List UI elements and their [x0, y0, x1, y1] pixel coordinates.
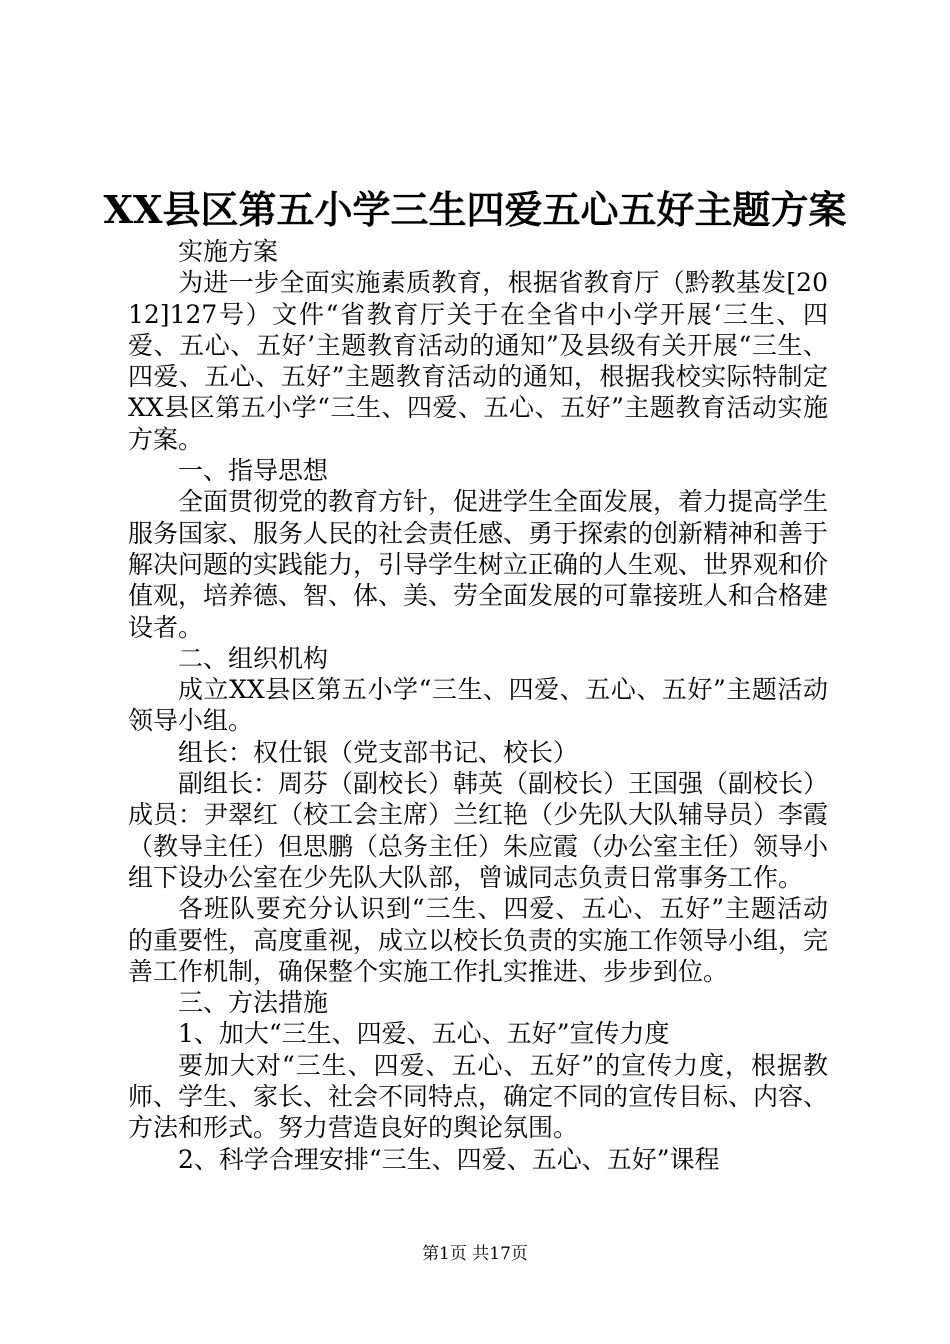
subsection-heading: 2、科学合理安排“三生、四爱、五心、五好”课程 [178, 1144, 720, 1174]
paragraph: 各班队要充分认识到“三生、四爱、五心、五好”主题活动的重要性，高度重视，成立以校长负责的实施工作领导小组，完善工作机制，确保整个实施工作扎实推进、步步到位。 [128, 894, 829, 986]
paragraph: 要加大对“三生、四爱、五心、五好”的宣传力度，根据教师、学生、家长、社会不同特点，确定不同的宣传目标、内容、方法和形式。努力营造良好的舆论氛围。 [128, 1050, 829, 1143]
subsection-heading: 1、加大“三生、四爱、五心、五好”宣传力度 [178, 1019, 670, 1049]
paragraph: 副组长：周芬（副校长）韩英（副校长）王国强（副校长）成员：尹翠红（校工会主席）兰红艳（少先队大队辅导员）李霞（教导主任）但思鹏（总务主任）朱应霞（办公室主任）领导小组下设办公室在少先队大队部，曾诚同志负责日常事务工作。 [128, 769, 829, 892]
document-body [128, 236, 828, 1175]
section-heading: 三、方法措施 [178, 988, 329, 1018]
paragraph: 为进一步全面实施素质教育，根据省教育厅（黔教基发[2012]127号）文件“省教育厅关于在全省中小学开展‘三生、四爱、五心、五好’主题教育活动的通知”及县级有关开展“三生、四爱、五心、五好”主题教育活动的通知，根据我校实际特制定XX县区第五小学“三生、四爱、五心、五好”主题教育活动实施方案。 [128, 268, 828, 454]
paragraph: 成立XX县区第五小学“三生、四爱、五心、五好”主题活动领导小组。 [128, 675, 828, 736]
page-indicator: 第1页 共17页 [422, 1244, 528, 1264]
paragraph: 全面贯彻党的教育方针，促进学生全面发展，着力提高学生服务国家、服务人民的社会责任感、勇于探索的创新精神和善于解决问题的实践能力，引导学生树立正确的人生观、世界观和价值观，培养德、智、体、美、劳全面发展的可靠接班人和合格建设者。 [128, 487, 829, 642]
paragraph: 组长：权仕银（党支部书记、校长） [178, 737, 579, 767]
document-title: XX县区第五小学三生四爱五心五好主题方案 [103, 187, 847, 232]
section-heading: 一、指导思想 [178, 456, 329, 486]
section-heading: 二、组织机构 [178, 643, 329, 673]
paragraph: 实施方案 [178, 237, 279, 266]
